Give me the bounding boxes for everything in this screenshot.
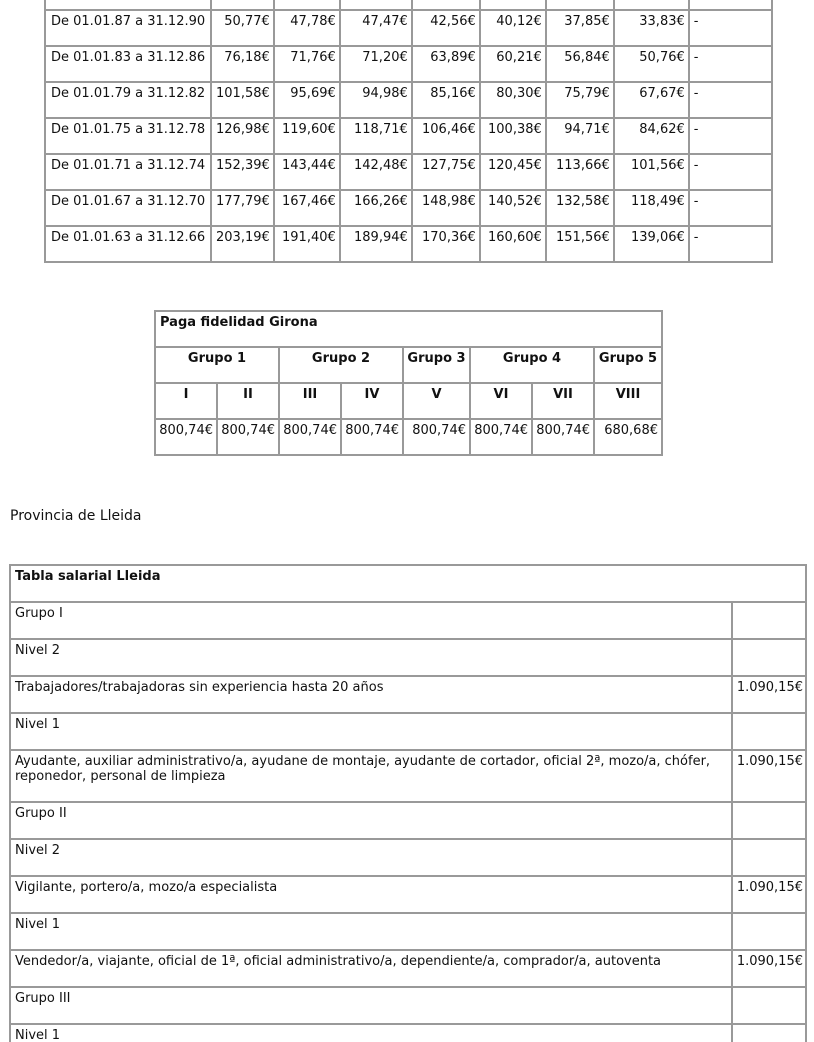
amount-cell: 160,60€ <box>481 227 547 261</box>
amount-cell: 76,18€ <box>212 47 275 83</box>
amount-cell: 680,68€ <box>604 423 658 438</box>
period-cell: De 01.01.75 a 31.12.78 <box>46 119 212 155</box>
amount-cell: 148,98€ <box>413 191 481 227</box>
category-cell: Ayudante, auxiliar administrativo/a, ayudane de montaje, ayudante de cortador, oficial 2ª, mozo/a, chófer, reponedor, personal de limpieza <box>11 751 733 803</box>
category-cell: Nivel 1 <box>11 714 733 751</box>
category-cell: Nivel 2 <box>11 640 733 677</box>
amount-cell: 800,74€ <box>404 420 471 454</box>
amount-cell: 63,89€ <box>413 47 481 83</box>
table-title-row <box>11 566 805 603</box>
category-cell: Trabajadores/trabajadoras sin experiencia hasta 20 años <box>11 677 733 714</box>
table-row <box>46 227 771 261</box>
amount-cell <box>733 840 805 877</box>
amount-cell: 800,74€ <box>471 420 533 454</box>
amount-cell: 166,26€ <box>341 191 413 227</box>
amount-cell: 42,56€ <box>413 11 481 47</box>
amount-cell <box>733 714 805 751</box>
level-header-row <box>156 384 661 420</box>
table-row-partial <box>46 0 771 11</box>
amount-cell <box>733 988 805 1025</box>
extra-cell: - <box>693 230 699 245</box>
amount-cell: 71,20€ <box>341 47 413 83</box>
section-heading-lleida: Provincia de Lleida <box>10 508 142 524</box>
amount-cell: 101,58€ <box>212 83 275 119</box>
amount-cell: 142,48€ <box>341 155 413 191</box>
extra-cell: - <box>690 155 771 191</box>
amount-cell: 75,79€ <box>547 83 615 119</box>
amount-cell: 47,47€ <box>341 11 413 47</box>
amount-cell: 800,74€ <box>342 420 404 454</box>
extra-cell: - <box>690 191 771 227</box>
table-row <box>11 1025 805 1042</box>
table-row <box>11 840 805 877</box>
amount-cell <box>733 803 805 840</box>
amount-cell: 94,71€ <box>547 119 615 155</box>
amount-cell: 60,21€ <box>481 47 547 83</box>
period-cell: De 01.01.87 a 31.12.90 <box>46 11 212 47</box>
category-cell: Nivel 1 <box>11 914 733 951</box>
group-header: Grupo 2 <box>280 348 404 384</box>
amount-cell: 167,46€ <box>275 191 341 227</box>
period-cell: De 01.01.79 a 31.12.82 <box>46 83 212 119</box>
amount-cell: 143,44€ <box>275 155 341 191</box>
tabla-salarial-lleida <box>9 564 807 1042</box>
level-header: I <box>156 384 218 420</box>
amount-cell: 191,40€ <box>275 227 341 261</box>
table-row <box>46 47 771 83</box>
amount-cell: 800,74€ <box>218 420 280 454</box>
table-row <box>11 640 805 677</box>
level-header: VIII <box>595 384 661 420</box>
group-header: Grupo 5 <box>595 348 661 384</box>
extra-cell: - <box>690 47 771 83</box>
amount-cell: 85,16€ <box>413 83 481 119</box>
level-header: VII <box>533 384 595 420</box>
amount-cell: 127,75€ <box>413 155 481 191</box>
amount-cell: 84,62€ <box>615 119 690 155</box>
amount-cell: 1.090,15€ <box>733 751 805 803</box>
amount-cell: 800,74€ <box>533 420 595 454</box>
amount-cell: 80,30€ <box>481 83 547 119</box>
antiguedad-table <box>44 0 773 263</box>
level-header: V <box>404 384 471 420</box>
amount-cell: 37,85€ <box>547 11 615 47</box>
amount-cell: 203,19€ <box>212 227 275 261</box>
group-header: Grupo 1 <box>156 348 280 384</box>
category-cell: Grupo II <box>11 803 733 840</box>
amount-cell: 132,58€ <box>547 191 615 227</box>
table-row <box>11 988 805 1025</box>
extra-cell: - <box>690 83 771 119</box>
amount-cell: 119,60€ <box>275 119 341 155</box>
amount-cell: 56,84€ <box>547 47 615 83</box>
amount-cell: 47,78€ <box>275 11 341 47</box>
amount-cell: 140,52€ <box>481 191 547 227</box>
table-title: Tabla salarial Lleida <box>11 566 805 603</box>
category-cell: Grupo III <box>11 988 733 1025</box>
amount-cell: 94,98€ <box>341 83 413 119</box>
amount-cell: 50,77€ <box>212 11 275 47</box>
amount-cell: 170,36€ <box>413 227 481 261</box>
level-header: III <box>280 384 342 420</box>
amount-cell: 800,74€ <box>156 420 218 454</box>
table-row <box>11 951 805 988</box>
paga-fidelidad-girona-table <box>154 310 663 456</box>
table-row <box>46 11 771 47</box>
table-row <box>46 155 771 191</box>
amount-cell: 177,79€ <box>212 191 275 227</box>
group-header: Grupo 3 <box>404 348 471 384</box>
table-row <box>46 191 771 227</box>
amount-cell: 1.090,15€ <box>733 877 805 914</box>
table-row <box>46 83 771 119</box>
table-row <box>11 677 805 714</box>
extra-cell: - <box>690 119 771 155</box>
amount-cell: 800,74€ <box>280 420 342 454</box>
amount-cell <box>733 1025 805 1042</box>
category-cell: Vendedor/a, viajante, oficial de 1ª, oficial administrativo/a, dependiente/a, comprador/a, autoventa <box>11 951 733 988</box>
amount-cell <box>733 914 805 951</box>
amount-cell: 189,94€ <box>341 227 413 261</box>
table-row <box>11 877 805 914</box>
table-row <box>11 803 805 840</box>
category-cell: Grupo I <box>11 603 733 640</box>
amount-cell: 67,67€ <box>615 83 690 119</box>
period-cell <box>46 0 212 11</box>
period-cell: De 01.01.83 a 31.12.86 <box>46 47 212 83</box>
table-row <box>11 914 805 951</box>
table-title: Paga fidelidad Girona <box>156 312 661 348</box>
level-header: II <box>218 384 280 420</box>
amount-cell <box>733 640 805 677</box>
amount-cell: 151,56€ <box>547 227 615 261</box>
table-row <box>11 714 805 751</box>
category-cell: Nivel 2 <box>11 840 733 877</box>
amount-cell: 1.090,15€ <box>733 677 805 714</box>
category-cell: Vigilante, portero/a, mozo/a especialista <box>11 877 733 914</box>
values-row <box>156 420 661 454</box>
amount-cell: 139,06€ <box>615 227 690 261</box>
amount-cell: 113,66€ <box>547 155 615 191</box>
amount-cell: 1.090,15€ <box>733 951 805 988</box>
period-cell: De 01.01.71 a 31.12.74 <box>46 155 212 191</box>
group-header: Grupo 4 <box>471 348 595 384</box>
amount-cell: 71,76€ <box>275 47 341 83</box>
amount-cell: 100,38€ <box>481 119 547 155</box>
amount-cell: 118,71€ <box>341 119 413 155</box>
amount-cell: 95,69€ <box>275 83 341 119</box>
table-row <box>11 751 805 803</box>
amount-cell: 101,56€ <box>615 155 690 191</box>
amount-cell: 126,98€ <box>212 119 275 155</box>
category-cell: Nivel 1 <box>11 1025 733 1042</box>
table-title-row <box>156 312 661 348</box>
period-cell: De 01.01.67 a 31.12.70 <box>46 191 212 227</box>
table-row <box>46 119 771 155</box>
level-header: IV <box>342 384 404 420</box>
period-cell: De 01.01.63 a 31.12.66 <box>46 227 212 261</box>
group-header-row <box>156 348 661 384</box>
amount-cell: 50,76€ <box>615 47 690 83</box>
amount-cell: 118,49€ <box>615 191 690 227</box>
amount-cell: 106,46€ <box>413 119 481 155</box>
amount-cell <box>733 603 805 640</box>
amount-cell: 152,39€ <box>212 155 275 191</box>
table-row <box>11 603 805 640</box>
extra-cell: - <box>690 11 771 47</box>
amount-cell: 33,83€ <box>615 11 690 47</box>
amount-cell: 40,12€ <box>481 11 547 47</box>
amount-cell: 120,45€ <box>481 155 547 191</box>
level-header: VI <box>471 384 533 420</box>
